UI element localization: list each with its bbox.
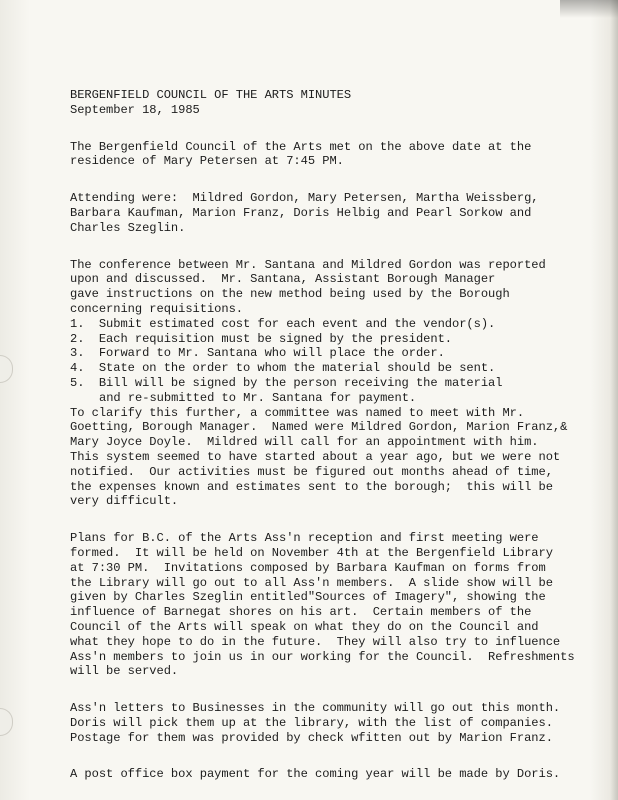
- text-line: upon and discussed. Mr. Santana, Assistant Borough Manager: [70, 272, 496, 287]
- text-line: A post office box payment for the coming year will be made by Doris.: [70, 767, 561, 782]
- text-line: gave instructions on the new method being used by the Borough: [70, 287, 510, 302]
- text-line: the Library will go out to all Ass'n members. A slide show will be: [70, 575, 553, 590]
- text-line: will be served.: [70, 664, 179, 679]
- text-line: Postage for them was provided by check wfitten out by Marion Franz.: [70, 730, 553, 745]
- text-line: Ass'n members to join us in our working for the Council. Refreshments: [70, 649, 575, 664]
- binder-hole-mark: [0, 708, 13, 736]
- text-line: To clarify this further, a committee was named to meet with Mr.: [70, 405, 525, 420]
- text-line: given by Charles Szeglin entitled"Sources of Imagery", showing the: [70, 590, 546, 605]
- text-line: Charles Szeglin.: [70, 220, 186, 235]
- text-line: Barbara Kaufman, Marion Franz, Doris Helbig and Pearl Sorkow and: [70, 205, 532, 220]
- requisition-steps-list: [70, 317, 610, 406]
- text-line: This system seemed to have started about a year ago, but we were not: [70, 449, 561, 464]
- text-line: notified. Our activities must be figured out months ahead of time,: [70, 464, 553, 479]
- binder-hole-mark: [0, 355, 13, 383]
- intro-paragraph: [70, 140, 610, 170]
- text-line: what they hope to do in the future. They will also try to influence: [70, 634, 561, 649]
- list-item: 5. Bill will be signed by the person receiving the material: [70, 375, 503, 390]
- text-line: Attending were: Mildred Gordon, Mary Petersen, Martha Weissberg,: [70, 191, 539, 206]
- document-title: BERGENFIELD COUNCIL OF THE ARTS MINUTES: [70, 88, 352, 102]
- text-line: residence of Mary Petersen at 7:45 PM.: [70, 154, 344, 169]
- list-item-continuation: and re-submitted to Mr. Santana for payment.: [99, 390, 417, 405]
- attendance-paragraph: [70, 191, 610, 235]
- minutes-text: [70, 88, 610, 782]
- text-line: at 7:30 PM. Invitations composed by Barbara Kaufman on forms from: [70, 560, 546, 575]
- list-item: 3. Forward to Mr. Santana who will place the order.: [70, 346, 445, 361]
- text-line: Ass'n letters to Businesses in the community will go out this month.: [70, 701, 561, 716]
- post-office-paragraph: [70, 767, 610, 782]
- letters-paragraph: [70, 701, 610, 745]
- text-line: formed. It will be held on November 4th at the Bergenfield Library: [70, 545, 553, 560]
- text-line: The Bergenfield Council of the Arts met on the above date at the: [70, 139, 532, 154]
- text-line: Council of the Arts will speak on what they do on the Council and: [70, 619, 539, 634]
- text-line: The conference between Mr. Santana and Mildred Gordon was reported: [70, 257, 546, 272]
- text-line: Plans for B.C. of the Arts Ass'n reception and first meeting were: [70, 531, 539, 546]
- list-item: 4. State on the order to whom the material should be sent.: [70, 361, 496, 376]
- list-item: 2. Each requisition must be signed by the president.: [70, 331, 452, 346]
- text-line: concerning requisitions.: [70, 301, 243, 316]
- text-line: influence of Barnegat shores on his art. Certain members of the: [70, 605, 532, 620]
- text-line: the expenses known and estimates sent to the borough; this will be: [70, 479, 553, 494]
- page-edge-shadow: [610, 0, 618, 800]
- text-line: Doris will pick them up at the library, with the list of companies.: [70, 715, 553, 730]
- list-item: 1. Submit estimated cost for each event and the vendor(s).: [70, 316, 496, 331]
- text-line: very difficult.: [70, 494, 179, 509]
- conference-paragraph: [70, 258, 610, 510]
- text-line: Goetting, Borough Manager. Named were Mildred Gordon, Marion Franz,&: [70, 420, 568, 435]
- meeting-date: September 18, 1985: [70, 102, 200, 117]
- text-line: Mary Joyce Doyle. Mildred will call for an appointment with him.: [70, 435, 539, 450]
- page-corner-shadow: [560, 0, 618, 18]
- reception-paragraph: [70, 531, 610, 679]
